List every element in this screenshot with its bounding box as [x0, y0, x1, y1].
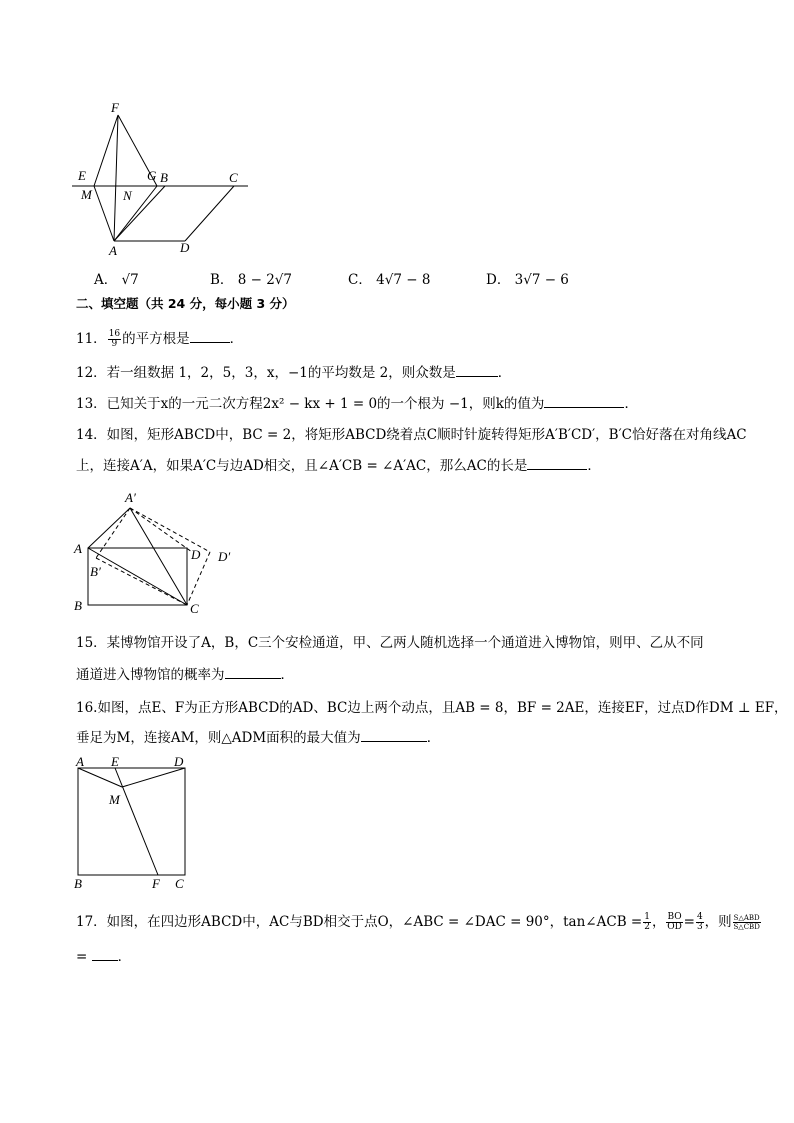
q14-end: ． [587, 458, 601, 474]
option-b-letter: B． [210, 272, 234, 288]
q11-text: 的平方根是 [122, 331, 190, 347]
q13-answer-blank[interactable] [544, 393, 624, 408]
question-11 [76, 328, 243, 349]
q17-end: ． [117, 949, 132, 965]
q12-end: ． [497, 365, 512, 381]
label-E: E [78, 168, 86, 183]
q17-frac-ratio-den: 3 [696, 922, 703, 932]
label-A: A [74, 541, 82, 556]
q11-frac-num: 16 [108, 329, 121, 339]
q15-end: ． [280, 667, 294, 683]
option-a [94, 268, 139, 288]
label-B-prime: B′ [90, 564, 101, 579]
question-16-line-1: 16.如图，点E、F为正方形ABCD的AD、BC边上两个动点，且AB = 8，BF = 2AE，连接EF，过点D作DM ⊥ EF， [76, 700, 788, 716]
figure-2-diagram [70, 486, 250, 618]
option-d [486, 268, 569, 288]
label-B: B [160, 170, 168, 185]
q17-frac-tan-den: 2 [644, 922, 650, 932]
question-17-line-1 [76, 908, 762, 936]
question-13 [76, 393, 638, 414]
q11-number: 11． [76, 331, 107, 347]
question-17-line-2 [76, 946, 131, 967]
q14-answer-blank[interactable] [527, 455, 587, 470]
q17-frac-area-num: S△ABD [733, 914, 760, 922]
option-c-letter: C． [348, 272, 372, 288]
label-B: B [74, 876, 82, 891]
label-M: M [109, 792, 120, 807]
option-c [348, 268, 430, 288]
q17-frac-tan [643, 913, 651, 932]
label-N: N [123, 188, 132, 203]
q11-frac-den: 9 [111, 339, 118, 349]
q17-text: 17．如图，在四边形ABCD中，AC与BD相交于点O，∠ABC = ∠DAC = 90°，tan∠ACB = [76, 914, 643, 930]
q17-frac-area [733, 914, 761, 931]
section-2-title: 二、填空题（共 24 分，每小题 3 分） [76, 296, 295, 311]
label-F: F [111, 100, 119, 115]
question-14-line-1: 14．如图，矩形ABCD中，BC = 2，将矩形ABCD绕着点C顺时针旋转得矩形A′B′CD′，B′C恰好落在对角线AC [76, 427, 747, 443]
option-b [210, 268, 292, 288]
option-a-letter: A． [94, 272, 118, 288]
option-d-expr: 3√7 − 6 [514, 272, 569, 288]
label-F: F [152, 876, 160, 891]
q17-then: ，则 [704, 914, 732, 930]
label-D: D [180, 240, 190, 255]
label-C: C [229, 170, 238, 185]
q15-answer-blank[interactable] [225, 664, 281, 679]
figure-3 [70, 755, 195, 895]
q16-answer-blank[interactable] [361, 727, 427, 742]
q14-text: 上，连接A′A，如果A′C与边AD相交，且∠A′CB = ∠A′AC，那么AC的长是 [76, 458, 528, 474]
option-c-expr: 4√7 − 8 [376, 272, 431, 288]
label-A: A [76, 755, 84, 769]
q13-text: 13．已知关于x的一元二次方程2x² − kx + 1 = 0的一个根为 −1，则k的值为 [76, 396, 545, 412]
label-D: D [174, 755, 184, 769]
q17-eq: = [683, 914, 695, 930]
q17-frac-ratio [696, 913, 704, 932]
figure-3-diagram [70, 755, 195, 895]
option-b-expr: 8 − 2√7 [237, 272, 292, 288]
q17-frac-ratio-num: 4 [696, 912, 703, 922]
option-a-expr: √7 [121, 272, 139, 288]
question-12 [76, 362, 511, 383]
label-M: M [81, 187, 92, 202]
q16-end: ． [426, 730, 441, 746]
q13-end: ． [624, 396, 638, 412]
q17-frac-bo: BO [667, 912, 682, 922]
q12-text: 12．若一组数据 1，2，5，3，x，−1的平均数是 2，则众数是 [76, 365, 456, 381]
label-D: D [191, 547, 201, 562]
figure-1 [72, 98, 262, 263]
label-D-prime: D′ [218, 549, 231, 564]
label-C: C [175, 876, 184, 891]
q15-text: 通道进入博物馆的概率为 [76, 667, 225, 683]
q17-sep: ， [651, 914, 666, 930]
question-14-line-2 [76, 455, 601, 476]
label-B: B [74, 598, 82, 613]
q17-frac-bo-od [666, 913, 682, 932]
q17-frac-tan-num: 1 [644, 912, 650, 922]
label-A: A [109, 243, 117, 258]
q11-fraction [108, 330, 121, 349]
q11-answer-blank[interactable] [190, 328, 230, 343]
q16-text: 垂足为M，连接AM，则△ADM面积的最大值为 [76, 730, 361, 746]
option-d-letter: D． [486, 272, 511, 288]
figure-1-diagram [72, 98, 262, 263]
label-A-prime: A′ [125, 490, 136, 505]
label-E: E [111, 755, 119, 769]
q17-answer-blank[interactable] [92, 946, 118, 961]
q17-frac-od: OD [667, 922, 682, 932]
q12-answer-blank[interactable] [456, 362, 498, 377]
figure-2 [70, 486, 250, 618]
q17-frac-area-den: S△CBD [733, 923, 760, 931]
question-15-line-1: 15．某博物馆开设了A，B，C三个安检通道，甲、乙两人随机选择一个通道进入博物馆，则甲、乙从不同 [76, 635, 704, 651]
question-16-line-2 [76, 727, 440, 748]
q17-equals: = [76, 949, 88, 965]
label-G: G [147, 168, 157, 183]
label-C: C [190, 601, 199, 616]
q11-end: ． [229, 331, 244, 347]
question-15-line-2 [76, 664, 294, 685]
